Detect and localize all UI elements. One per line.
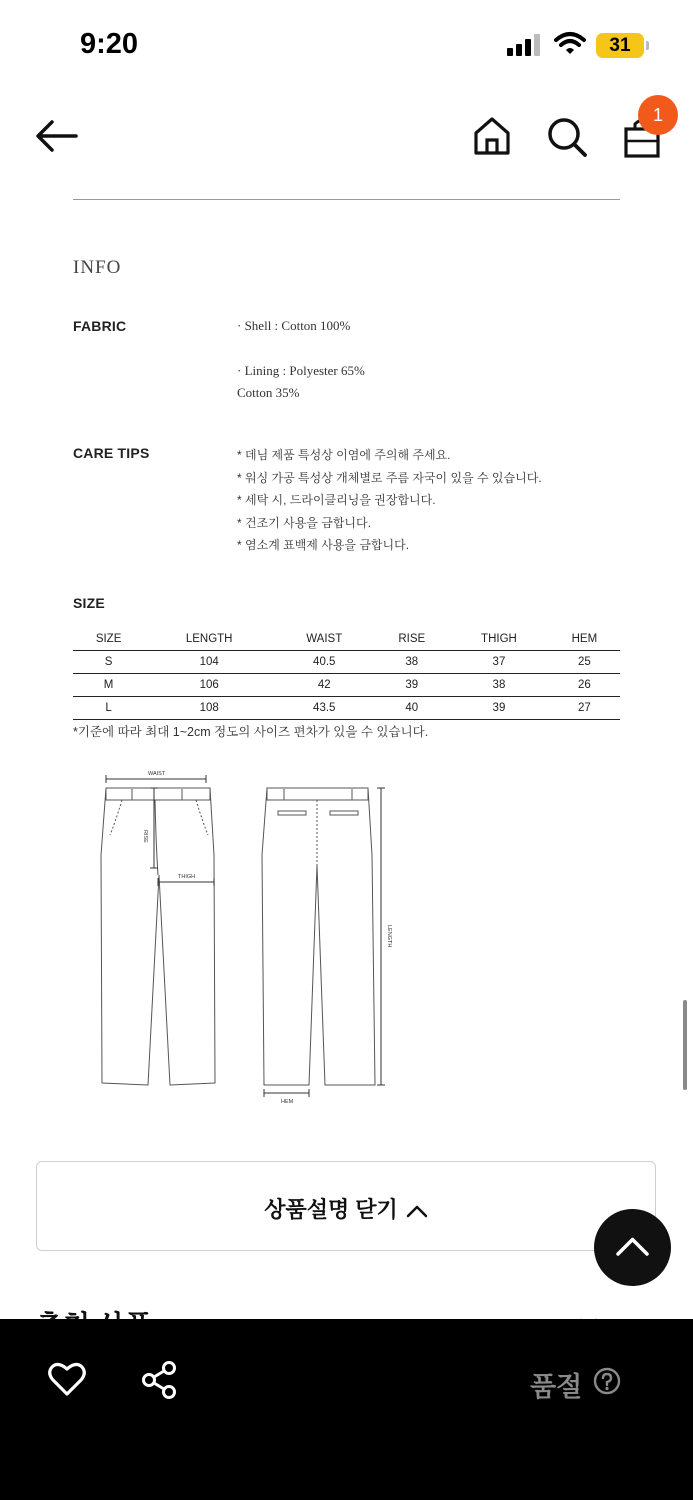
care-tip-item: * 워싱 가공 특성상 개체별로 주름 자국이 있을 수 있습니다. (237, 471, 542, 485)
care-tip-item: * 데님 제품 특성상 이염에 주의해 주세요. (237, 448, 451, 462)
sold-out-status: 품절 (530, 1372, 583, 1402)
fabric-label: FABRIC (73, 318, 127, 334)
col-waist: WAIST (306, 633, 343, 645)
battery-tip (646, 41, 649, 50)
cell: 42 (317, 679, 331, 691)
bottom-action-bar (0, 1319, 693, 1500)
waist-label: WAIST (148, 771, 166, 777)
thigh-label: THIGH (178, 874, 196, 880)
recommend-nav-arrows[interactable] (578, 1312, 599, 1319)
care-tip-item: * 염소계 표백제 사용을 금합니다. (237, 538, 410, 552)
cell: 40.5 (313, 656, 336, 668)
close-product-detail-button[interactable] (36, 1161, 656, 1251)
care-tips-label: CARE TIPS (73, 445, 150, 461)
table-row (73, 674, 620, 697)
table-row (73, 697, 620, 720)
col-size: SIZE (95, 633, 122, 645)
rise-label: RISE (142, 830, 148, 843)
wifi-icon (554, 32, 586, 56)
cell: 25 (577, 656, 591, 668)
table-row (73, 651, 620, 674)
fabric-lining: · Lining : Polyester 65% (237, 363, 365, 378)
cell: 38 (492, 679, 506, 691)
col-hem: HEM (571, 633, 598, 645)
cart-count-badge: 1 (638, 95, 678, 135)
cell: 106 (199, 679, 219, 691)
close-detail-label-wrap (37, 1193, 655, 1224)
home-icon[interactable] (473, 116, 511, 156)
back-arrow-icon[interactable] (34, 118, 80, 154)
length-label: LENGTH (386, 925, 392, 948)
info-heading: INFO (73, 257, 122, 278)
cell: 40 (405, 702, 419, 714)
size-table (73, 628, 620, 720)
close-detail-label: 상품설명 닫기 (264, 1197, 398, 1222)
cell: 104 (199, 656, 219, 668)
care-tip-item: * 건조기 사용을 금합니다. (237, 516, 371, 530)
heart-icon[interactable] (47, 1360, 87, 1398)
recommend-title (36, 1304, 152, 1319)
col-rise: RISE (398, 633, 426, 645)
chevron-up-icon (406, 1204, 428, 1218)
scrollbar[interactable] (683, 1000, 687, 1090)
size-table-header (73, 628, 620, 651)
col-thigh: THIGH (481, 633, 517, 645)
signal-icon (507, 34, 541, 56)
hem-label: HEM (281, 1099, 294, 1105)
size-label: SIZE (73, 595, 105, 611)
size-note: *기준에 따라 최대 1~2cm 정도의 사이즈 편차가 있을 수 있습니다. (73, 725, 429, 739)
share-icon[interactable] (140, 1360, 178, 1400)
search-icon[interactable] (546, 116, 588, 158)
cell: 37 (492, 656, 506, 668)
fabric-lining-cont: Cotton 35% (237, 385, 300, 400)
col-length: LENGTH (185, 633, 233, 645)
cell: 38 (405, 656, 419, 668)
chevron-up-icon (594, 1209, 671, 1286)
divider (73, 199, 620, 200)
top-nav-bar (0, 92, 693, 182)
cell: 27 (577, 702, 591, 714)
cell: 26 (577, 679, 591, 691)
scroll-to-top-button[interactable] (594, 1209, 671, 1286)
cell: 39 (405, 679, 419, 691)
cell: 108 (199, 702, 219, 714)
cell: 39 (492, 702, 506, 714)
cell: L (105, 702, 112, 714)
status-time: 9:20 (80, 28, 139, 60)
battery-indicator: 31 (596, 33, 644, 58)
help-icon[interactable] (593, 1367, 621, 1395)
status-bar (0, 0, 693, 92)
care-tip-item: * 세탁 시, 드라이클리닝을 권장합니다. (237, 493, 436, 507)
cell: 43.5 (313, 702, 336, 714)
fabric-shell: · Shell : Cotton 100% (237, 318, 351, 333)
cell: S (104, 656, 113, 668)
cell: M (103, 679, 114, 691)
pants-measurement-diagram (92, 765, 402, 1110)
